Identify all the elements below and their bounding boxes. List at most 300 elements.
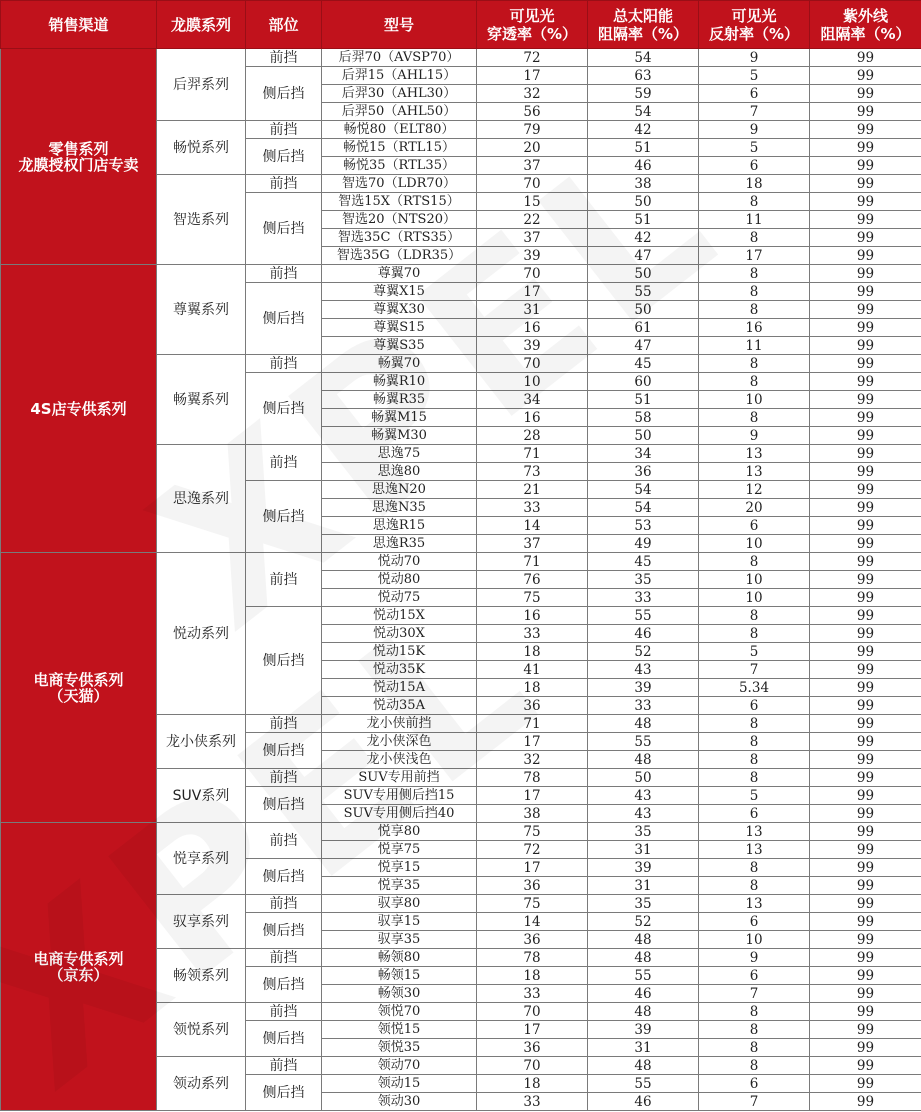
uv-rejection-cell: 99 <box>810 247 921 265</box>
visible-light-transmittance-cell: 33 <box>477 1093 588 1111</box>
solar-energy-rejection-cell: 39 <box>588 859 699 877</box>
solar-energy-rejection-cell: 48 <box>588 715 699 733</box>
uv-rejection-cell: 99 <box>810 697 921 715</box>
visible-light-reflectance-cell: 8 <box>699 1057 810 1075</box>
solar-energy-rejection-cell: 52 <box>588 643 699 661</box>
visible-light-transmittance-cell: 56 <box>477 103 588 121</box>
visible-light-transmittance-cell: 33 <box>477 499 588 517</box>
solar-energy-rejection-cell: 63 <box>588 67 699 85</box>
uv-rejection-cell: 99 <box>810 805 921 823</box>
uv-rejection-cell: 99 <box>810 193 921 211</box>
visible-light-transmittance-cell: 18 <box>477 643 588 661</box>
solar-energy-rejection-cell: 46 <box>588 985 699 1003</box>
uv-rejection-cell: 99 <box>810 337 921 355</box>
window-position-cell: 侧后挡 <box>246 787 322 823</box>
window-position-cell: 侧后挡 <box>246 67 322 121</box>
solar-energy-rejection-cell: 59 <box>588 85 699 103</box>
model-cell: 领悦70 <box>322 1003 477 1021</box>
visible-light-transmittance-cell: 71 <box>477 445 588 463</box>
solar-energy-rejection-cell: 36 <box>588 463 699 481</box>
visible-light-transmittance-cell: 32 <box>477 85 588 103</box>
table-row <box>1 49 921 67</box>
model-cell: 畅翼M15 <box>322 409 477 427</box>
visible-light-transmittance-cell: 38 <box>477 805 588 823</box>
uv-rejection-cell: 99 <box>810 571 921 589</box>
visible-light-reflectance-cell: 8 <box>699 193 810 211</box>
model-cell: 悦享35 <box>322 877 477 895</box>
film-series-cell: 畅翼系列 <box>157 355 246 445</box>
visible-light-transmittance-cell: 39 <box>477 337 588 355</box>
visible-light-transmittance-cell: 18 <box>477 967 588 985</box>
uv-rejection-cell: 99 <box>810 823 921 841</box>
sales-channel-cell <box>1 265 157 553</box>
solar-energy-rejection-cell: 50 <box>588 769 699 787</box>
uv-rejection-cell: 99 <box>810 769 921 787</box>
visible-light-reflectance-cell: 8 <box>699 859 810 877</box>
uv-rejection-cell: 99 <box>810 409 921 427</box>
model-cell: 畅翼70 <box>322 355 477 373</box>
table-row <box>1 265 921 283</box>
solar-energy-rejection-cell: 48 <box>588 751 699 769</box>
window-position-cell: 前挡 <box>246 715 322 733</box>
model-cell: 尊翼X15 <box>322 283 477 301</box>
visible-light-transmittance-cell: 18 <box>477 679 588 697</box>
visible-light-transmittance-cell: 39 <box>477 247 588 265</box>
visible-light-reflectance-cell: 5 <box>699 139 810 157</box>
visible-light-reflectance-cell: 10 <box>699 571 810 589</box>
visible-light-reflectance-cell: 8 <box>699 229 810 247</box>
visible-light-reflectance-cell: 6 <box>699 517 810 535</box>
solar-energy-rejection-cell: 55 <box>588 967 699 985</box>
model-cell: 领动30 <box>322 1093 477 1111</box>
uv-rejection-cell: 99 <box>810 607 921 625</box>
solar-energy-rejection-cell: 49 <box>588 535 699 553</box>
model-cell: 领悦35 <box>322 1039 477 1057</box>
film-series-cell: 悦动系列 <box>157 553 246 715</box>
header-model: 型号 <box>322 1 477 49</box>
model-cell: 畅悦35（RTL35） <box>322 157 477 175</box>
solar-energy-rejection-cell: 51 <box>588 211 699 229</box>
visible-light-transmittance-cell: 18 <box>477 1075 588 1093</box>
solar-energy-rejection-cell: 52 <box>588 913 699 931</box>
solar-energy-rejection-cell: 47 <box>588 337 699 355</box>
model-cell: 尊翼X30 <box>322 301 477 319</box>
uv-rejection-cell: 99 <box>810 625 921 643</box>
visible-light-transmittance-cell: 37 <box>477 229 588 247</box>
model-cell: 畅领15 <box>322 967 477 985</box>
sales-channel-cell <box>1 553 157 823</box>
visible-light-reflectance-cell: 8 <box>699 1021 810 1039</box>
visible-light-reflectance-cell: 17 <box>699 247 810 265</box>
visible-light-reflectance-cell: 10 <box>699 589 810 607</box>
solar-energy-rejection-cell: 55 <box>588 1075 699 1093</box>
visible-light-transmittance-cell: 36 <box>477 697 588 715</box>
uv-rejection-cell: 99 <box>810 895 921 913</box>
visible-light-transmittance-cell: 16 <box>477 409 588 427</box>
uv-rejection-cell: 99 <box>810 715 921 733</box>
solar-energy-rejection-cell: 61 <box>588 319 699 337</box>
visible-light-transmittance-cell: 36 <box>477 877 588 895</box>
model-cell: 畅翼R35 <box>322 391 477 409</box>
solar-energy-rejection-cell: 47 <box>588 247 699 265</box>
model-cell: 智选35C（RTS35） <box>322 229 477 247</box>
visible-light-transmittance-cell: 78 <box>477 949 588 967</box>
sales-channel-label: 电商专供系列 <box>33 949 124 968</box>
visible-light-reflectance-cell: 6 <box>699 85 810 103</box>
film-series-cell: 悦享系列 <box>157 823 246 895</box>
film-series-cell: 畅悦系列 <box>157 121 246 175</box>
visible-light-reflectance-cell: 16 <box>699 319 810 337</box>
uv-rejection-cell: 99 <box>810 301 921 319</box>
solar-energy-rejection-cell: 54 <box>588 103 699 121</box>
model-cell: 悦动35K <box>322 661 477 679</box>
uv-rejection-cell: 99 <box>810 1093 921 1111</box>
visible-light-transmittance-cell: 70 <box>477 265 588 283</box>
model-cell: 畅悦80（ELT80） <box>322 121 477 139</box>
window-position-cell: 前挡 <box>246 823 322 859</box>
solar-energy-rejection-cell: 58 <box>588 409 699 427</box>
film-series-cell: 领悦系列 <box>157 1003 246 1057</box>
uv-rejection-cell: 99 <box>810 535 921 553</box>
visible-light-reflectance-cell: 7 <box>699 985 810 1003</box>
visible-light-reflectance-cell: 13 <box>699 445 810 463</box>
visible-light-transmittance-cell: 14 <box>477 517 588 535</box>
model-cell: 驭享35 <box>322 931 477 949</box>
model-cell: 悦享75 <box>322 841 477 859</box>
uv-rejection-cell: 99 <box>810 931 921 949</box>
uv-rejection-cell: 99 <box>810 913 921 931</box>
visible-light-reflectance-cell: 8 <box>699 265 810 283</box>
visible-light-transmittance-cell: 17 <box>477 733 588 751</box>
solar-energy-rejection-cell: 50 <box>588 265 699 283</box>
header-uv-rejection: 紫外线 阻隔率（%） <box>810 1 921 49</box>
uv-rejection-cell: 99 <box>810 49 921 67</box>
visible-light-reflectance-cell: 8 <box>699 769 810 787</box>
uv-rejection-cell: 99 <box>810 553 921 571</box>
model-cell: 思逸80 <box>322 463 477 481</box>
uv-rejection-cell: 99 <box>810 517 921 535</box>
visible-light-reflectance-cell: 10 <box>699 391 810 409</box>
visible-light-transmittance-cell: 72 <box>477 841 588 859</box>
visible-light-reflectance-cell: 20 <box>699 499 810 517</box>
solar-energy-rejection-cell: 42 <box>588 121 699 139</box>
solar-energy-rejection-cell: 55 <box>588 607 699 625</box>
uv-rejection-cell: 99 <box>810 373 921 391</box>
uv-rejection-cell: 99 <box>810 1021 921 1039</box>
solar-energy-rejection-cell: 60 <box>588 373 699 391</box>
solar-energy-rejection-cell: 50 <box>588 193 699 211</box>
model-cell: 畅领80 <box>322 949 477 967</box>
window-position-cell: 前挡 <box>246 445 322 481</box>
solar-energy-rejection-cell: 35 <box>588 823 699 841</box>
visible-light-reflectance-cell: 7 <box>699 1093 810 1111</box>
window-position-cell: 侧后挡 <box>246 373 322 445</box>
uv-rejection-cell: 99 <box>810 877 921 895</box>
film-series-cell: SUV系列 <box>157 769 246 823</box>
model-cell: 悦享80 <box>322 823 477 841</box>
model-cell: 领悦15 <box>322 1021 477 1039</box>
visible-light-reflectance-cell: 8 <box>699 733 810 751</box>
film-series-cell: 驭享系列 <box>157 895 246 949</box>
visible-light-transmittance-cell: 10 <box>477 373 588 391</box>
visible-light-transmittance-cell: 75 <box>477 895 588 913</box>
model-cell: 智选20（NTS20） <box>322 211 477 229</box>
visible-light-reflectance-cell: 10 <box>699 931 810 949</box>
film-series-cell: 龙小侠系列 <box>157 715 246 769</box>
model-cell: 畅翼M30 <box>322 427 477 445</box>
model-cell: 智选35G（LDR35） <box>322 247 477 265</box>
solar-energy-rejection-cell: 31 <box>588 877 699 895</box>
model-cell: 悦动70 <box>322 553 477 571</box>
visible-light-reflectance-cell: 13 <box>699 895 810 913</box>
visible-light-reflectance-cell: 8 <box>699 1003 810 1021</box>
visible-light-transmittance-cell: 15 <box>477 193 588 211</box>
model-cell: 龙小侠前挡 <box>322 715 477 733</box>
uv-rejection-cell: 99 <box>810 1075 921 1093</box>
solar-energy-rejection-cell: 50 <box>588 427 699 445</box>
model-cell: 领动15 <box>322 1075 477 1093</box>
visible-light-reflectance-cell: 8 <box>699 877 810 895</box>
model-cell: 悦动35A <box>322 697 477 715</box>
uv-rejection-cell: 99 <box>810 391 921 409</box>
model-cell: 思逸N20 <box>322 481 477 499</box>
visible-light-transmittance-cell: 16 <box>477 607 588 625</box>
uv-rejection-cell: 99 <box>810 679 921 697</box>
model-cell: SUV专用前挡 <box>322 769 477 787</box>
solar-energy-rejection-cell: 46 <box>588 625 699 643</box>
visible-light-transmittance-cell: 36 <box>477 1039 588 1057</box>
visible-light-reflectance-cell: 6 <box>699 805 810 823</box>
film-series-cell: 尊翼系列 <box>157 265 246 355</box>
uv-rejection-cell: 99 <box>810 499 921 517</box>
uv-rejection-cell: 99 <box>810 445 921 463</box>
solar-energy-rejection-cell: 53 <box>588 517 699 535</box>
uv-rejection-cell: 99 <box>810 967 921 985</box>
model-cell: 龙小侠深色 <box>322 733 477 751</box>
model-cell: 悦动15X <box>322 607 477 625</box>
window-position-cell: 前挡 <box>246 49 322 67</box>
solar-energy-rejection-cell: 33 <box>588 697 699 715</box>
visible-light-reflectance-cell: 5 <box>699 643 810 661</box>
model-cell: 思逸R35 <box>322 535 477 553</box>
window-position-cell: 前挡 <box>246 355 322 373</box>
film-series-cell: 领动系列 <box>157 1057 246 1111</box>
visible-light-transmittance-cell: 32 <box>477 751 588 769</box>
model-cell: 思逸75 <box>322 445 477 463</box>
visible-light-reflectance-cell: 13 <box>699 823 810 841</box>
solar-energy-rejection-cell: 48 <box>588 949 699 967</box>
uv-rejection-cell: 99 <box>810 121 921 139</box>
solar-energy-rejection-cell: 54 <box>588 481 699 499</box>
model-cell: 后羿70（AVSP70） <box>322 49 477 67</box>
solar-energy-rejection-cell: 45 <box>588 355 699 373</box>
solar-energy-rejection-cell: 31 <box>588 1039 699 1057</box>
uv-rejection-cell: 99 <box>810 985 921 1003</box>
window-position-cell: 前挡 <box>246 175 322 193</box>
solar-energy-rejection-cell: 42 <box>588 229 699 247</box>
solar-energy-rejection-cell: 35 <box>588 895 699 913</box>
uv-rejection-cell: 99 <box>810 355 921 373</box>
visible-light-transmittance-cell: 78 <box>477 769 588 787</box>
sales-channel-label: （京东） <box>48 965 109 984</box>
visible-light-transmittance-cell: 72 <box>477 49 588 67</box>
visible-light-transmittance-cell: 14 <box>477 913 588 931</box>
uv-rejection-cell: 99 <box>810 1003 921 1021</box>
uv-rejection-cell: 99 <box>810 139 921 157</box>
solar-energy-rejection-cell: 55 <box>588 283 699 301</box>
solar-energy-rejection-cell: 48 <box>588 931 699 949</box>
solar-energy-rejection-cell: 39 <box>588 1021 699 1039</box>
solar-energy-rejection-cell: 48 <box>588 1057 699 1075</box>
table-row <box>1 823 921 841</box>
visible-light-reflectance-cell: 7 <box>699 661 810 679</box>
window-position-cell: 侧后挡 <box>246 967 322 1003</box>
model-cell: 龙小侠浅色 <box>322 751 477 769</box>
film-series-cell: 智选系列 <box>157 175 246 265</box>
solar-energy-rejection-cell: 43 <box>588 787 699 805</box>
sales-channel-label: （天猫） <box>48 686 109 705</box>
window-position-cell: 侧后挡 <box>246 283 322 355</box>
visible-light-transmittance-cell: 70 <box>477 1003 588 1021</box>
model-cell: 驭享15 <box>322 913 477 931</box>
uv-rejection-cell: 99 <box>810 103 921 121</box>
window-position-cell: 前挡 <box>246 121 322 139</box>
visible-light-transmittance-cell: 20 <box>477 139 588 157</box>
solar-energy-rejection-cell: 46 <box>588 157 699 175</box>
visible-light-reflectance-cell: 13 <box>699 463 810 481</box>
model-cell: 悦动30X <box>322 625 477 643</box>
model-cell: 思逸N35 <box>322 499 477 517</box>
visible-light-transmittance-cell: 79 <box>477 121 588 139</box>
visible-light-transmittance-cell: 31 <box>477 301 588 319</box>
window-position-cell: 侧后挡 <box>246 607 322 715</box>
visible-light-reflectance-cell: 7 <box>699 103 810 121</box>
visible-light-reflectance-cell: 5.34 <box>699 679 810 697</box>
table-row <box>1 553 921 571</box>
uv-rejection-cell: 99 <box>810 751 921 769</box>
window-position-cell: 侧后挡 <box>246 139 322 175</box>
visible-light-reflectance-cell: 8 <box>699 409 810 427</box>
model-cell: 尊翼S15 <box>322 319 477 337</box>
window-position-cell: 前挡 <box>246 895 322 913</box>
solar-energy-rejection-cell: 51 <box>588 391 699 409</box>
window-position-cell: 侧后挡 <box>246 481 322 553</box>
visible-light-transmittance-cell: 22 <box>477 211 588 229</box>
uv-rejection-cell: 99 <box>810 1039 921 1057</box>
model-cell: 后羿50（AHL50） <box>322 103 477 121</box>
visible-light-transmittance-cell: 76 <box>477 571 588 589</box>
visible-light-transmittance-cell: 70 <box>477 1057 588 1075</box>
solar-energy-rejection-cell: 55 <box>588 733 699 751</box>
model-cell: 领动70 <box>322 1057 477 1075</box>
solar-energy-rejection-cell: 51 <box>588 139 699 157</box>
header-channel: 销售渠道 <box>1 1 157 49</box>
model-cell: SUV专用侧后挡40 <box>322 805 477 823</box>
sales-channel-label: 龙膜授权门店专卖 <box>18 155 139 174</box>
header-visible-light-reflectance: 可见光 反射率（%） <box>699 1 810 49</box>
model-cell: 尊翼70 <box>322 265 477 283</box>
solar-energy-rejection-cell: 48 <box>588 1003 699 1021</box>
model-cell: 后羿30（AHL30） <box>322 85 477 103</box>
solar-energy-rejection-cell: 39 <box>588 679 699 697</box>
model-cell: 尊翼S35 <box>322 337 477 355</box>
visible-light-reflectance-cell: 11 <box>699 211 810 229</box>
solar-energy-rejection-cell: 50 <box>588 301 699 319</box>
visible-light-reflectance-cell: 5 <box>699 787 810 805</box>
visible-light-reflectance-cell: 8 <box>699 607 810 625</box>
visible-light-reflectance-cell: 6 <box>699 157 810 175</box>
window-position-cell: 侧后挡 <box>246 1075 322 1111</box>
solar-energy-rejection-cell: 38 <box>588 175 699 193</box>
window-position-cell: 前挡 <box>246 553 322 607</box>
header-position: 部位 <box>246 1 322 49</box>
model-cell: 畅翼R10 <box>322 373 477 391</box>
sales-channel-label: 4S店专供系列 <box>30 399 127 418</box>
visible-light-reflectance-cell: 8 <box>699 625 810 643</box>
model-cell: 悦动80 <box>322 571 477 589</box>
visible-light-reflectance-cell: 6 <box>699 1075 810 1093</box>
uv-rejection-cell: 99 <box>810 85 921 103</box>
window-position-cell: 侧后挡 <box>246 859 322 895</box>
window-position-cell: 前挡 <box>246 1057 322 1075</box>
header-row <box>1 1 921 49</box>
uv-rejection-cell: 99 <box>810 67 921 85</box>
sales-channel-label: 电商专供系列 <box>33 670 124 689</box>
visible-light-transmittance-cell: 41 <box>477 661 588 679</box>
model-cell: 智选70（LDR70） <box>322 175 477 193</box>
uv-rejection-cell: 99 <box>810 733 921 751</box>
visible-light-reflectance-cell: 9 <box>699 427 810 445</box>
uv-rejection-cell: 99 <box>810 265 921 283</box>
solar-energy-rejection-cell: 54 <box>588 49 699 67</box>
visible-light-transmittance-cell: 33 <box>477 985 588 1003</box>
window-position-cell: 前挡 <box>246 769 322 787</box>
visible-light-transmittance-cell: 17 <box>477 283 588 301</box>
window-position-cell: 前挡 <box>246 949 322 967</box>
model-cell: 后羿15（AHL15） <box>322 67 477 85</box>
header-total-solar-energy-rejection: 总太阳能 阻隔率（%） <box>588 1 699 49</box>
solar-energy-rejection-cell: 43 <box>588 805 699 823</box>
uv-rejection-cell: 99 <box>810 175 921 193</box>
visible-light-transmittance-cell: 36 <box>477 931 588 949</box>
uv-rejection-cell: 99 <box>810 661 921 679</box>
visible-light-reflectance-cell: 9 <box>699 121 810 139</box>
visible-light-transmittance-cell: 33 <box>477 625 588 643</box>
visible-light-reflectance-cell: 8 <box>699 751 810 769</box>
model-cell: 畅悦15（RTL15） <box>322 139 477 157</box>
visible-light-reflectance-cell: 8 <box>699 355 810 373</box>
solar-energy-rejection-cell: 35 <box>588 571 699 589</box>
solar-energy-rejection-cell: 43 <box>588 661 699 679</box>
model-cell: SUV专用侧后挡15 <box>322 787 477 805</box>
uv-rejection-cell: 99 <box>810 157 921 175</box>
uv-rejection-cell: 99 <box>810 589 921 607</box>
visible-light-transmittance-cell: 21 <box>477 481 588 499</box>
visible-light-reflectance-cell: 8 <box>699 715 810 733</box>
window-position-cell: 前挡 <box>246 1003 322 1021</box>
model-cell: 悦动15A <box>322 679 477 697</box>
model-cell: 悦享15 <box>322 859 477 877</box>
model-cell: 悦动75 <box>322 589 477 607</box>
uv-rejection-cell: 99 <box>810 859 921 877</box>
model-cell: 驭享80 <box>322 895 477 913</box>
header-series: 龙膜系列 <box>157 1 246 49</box>
visible-light-reflectance-cell: 18 <box>699 175 810 193</box>
film-series-cell: 畅领系列 <box>157 949 246 1003</box>
model-cell: 悦动15K <box>322 643 477 661</box>
visible-light-transmittance-cell: 34 <box>477 391 588 409</box>
visible-light-transmittance-cell: 17 <box>477 67 588 85</box>
